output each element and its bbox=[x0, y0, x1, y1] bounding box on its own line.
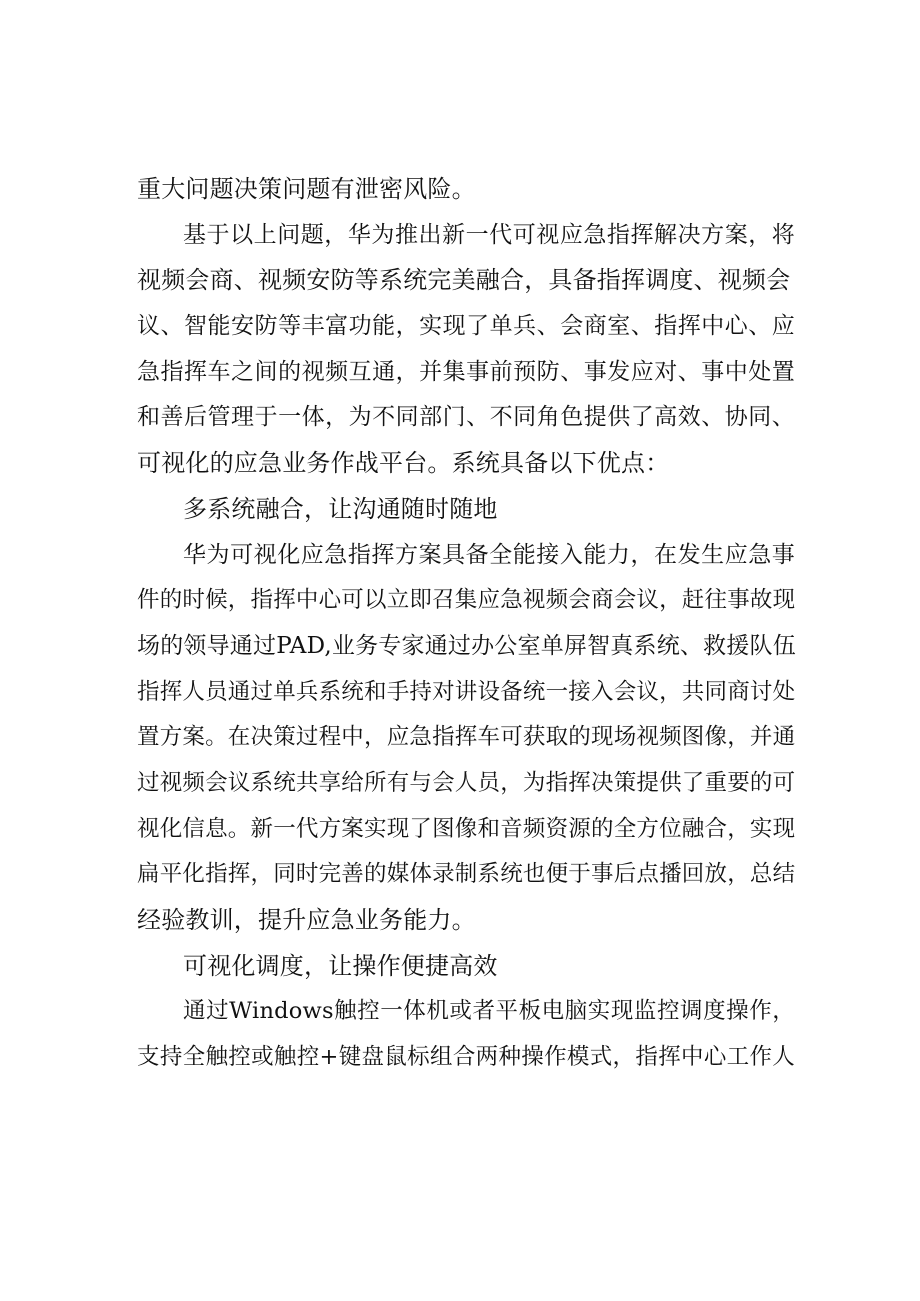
section-heading: 多系统融合，让沟通随时随地 bbox=[183, 494, 498, 523]
text-line: 场的领导通过PAD,业务专家通过办公室单屏智真系统、救援队伍 bbox=[137, 632, 796, 659]
text-line: 视频会商、视频安防等系统完美融合，具备指挥调度、视频会 bbox=[137, 266, 791, 295]
text-line: 支持全触控或触控+键盘鼠标组合两种操作模式，指挥中心工作人 bbox=[137, 1044, 795, 1071]
text-line: 经验教训，提升应急业务能力。 bbox=[137, 906, 476, 934]
text-line: 基于以上问题，华为推出新一代可视应急指挥解决方案，将 bbox=[183, 221, 795, 248]
document-body bbox=[137, 167, 795, 1081]
text-line: 置方案。在决策过程中，应急指挥车可获取的现场视频图像，并通 bbox=[137, 724, 796, 751]
text-line: 通过Windows触控一体机或者平板电脑实现监控调度操作， bbox=[183, 998, 795, 1025]
text-line: 议、智能安防等丰富功能，实现了单兵、会商室、指挥中心、应 bbox=[137, 313, 795, 340]
text-line: 视化信息。新一代方案实现了图像和音频资源的全方位融合，实现 bbox=[137, 815, 796, 842]
section-heading: 可视化调度，让操作便捷高效 bbox=[183, 951, 498, 980]
text-line: 件的时候，指挥中心可以立即召集应急视频会商会议，赶往事故现 bbox=[137, 587, 796, 614]
text-line: 华为可视化应急指挥方案具备全能接入能力，在发生应急事 bbox=[183, 541, 795, 568]
text-line: 指挥人员通过单兵系统和手持对讲设备统一接入会议，共同商讨处 bbox=[137, 678, 796, 705]
text-line: 重大问题决策问题有泄密风险。 bbox=[137, 175, 476, 203]
text-line: 急指挥车之间的视频互通，并集事前预防、事发应对、事中处置 bbox=[137, 358, 795, 385]
text-line: 可视化的应急业务作战平台。系统具备以下优点： bbox=[137, 449, 670, 478]
text-line: 过视频会议系统共享给所有与会人员，为指挥决策提供了重要的可 bbox=[137, 769, 796, 796]
text-line: 和善后管理于一体，为不同部门、不同角色提供了高效、协同、 bbox=[137, 404, 795, 431]
text-line: 扁平化指挥，同时完善的媒体录制系统也便于事后点播回放，总结 bbox=[137, 861, 796, 888]
